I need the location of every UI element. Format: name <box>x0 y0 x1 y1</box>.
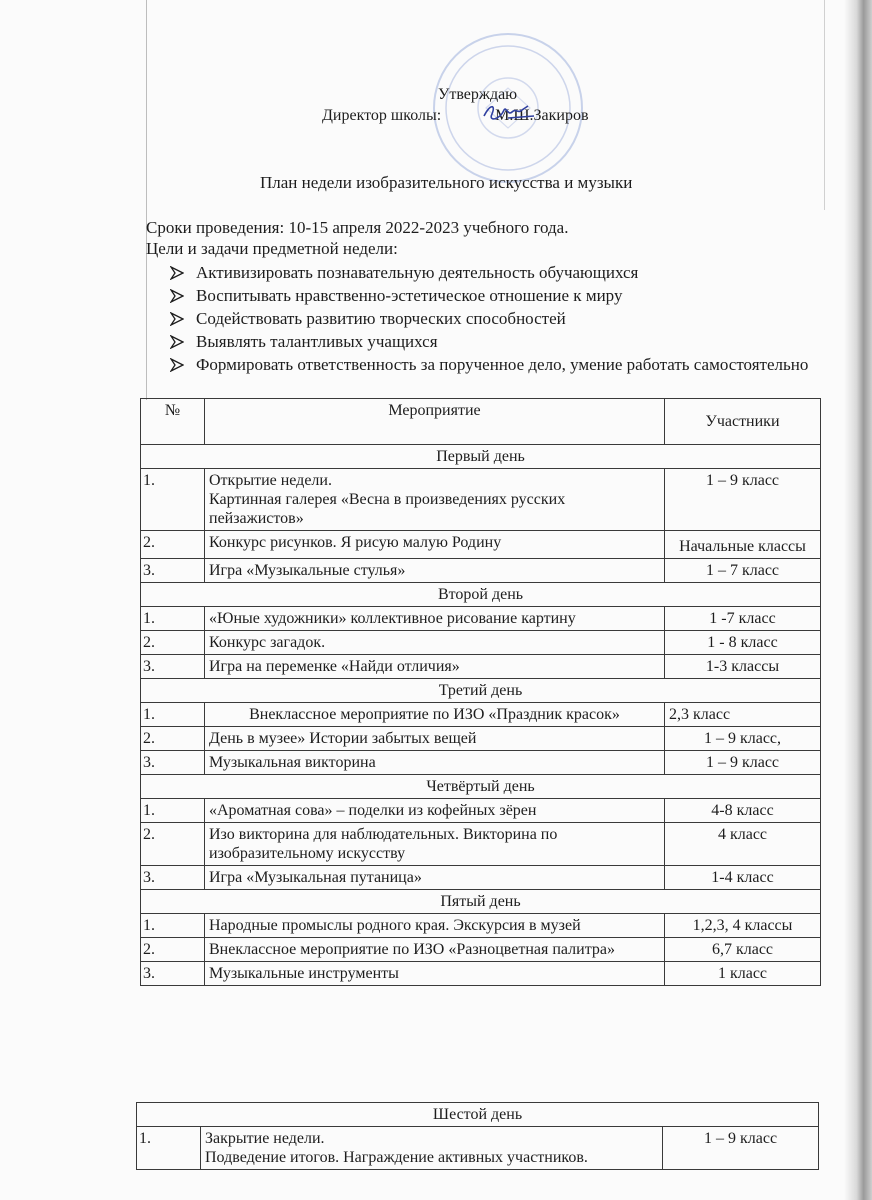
scan-edge-shadow <box>844 0 872 1200</box>
day-row: Шестой день <box>137 1103 819 1127</box>
goals-list <box>170 262 810 377</box>
plan-table <box>140 398 821 986</box>
signature-icon <box>478 96 538 128</box>
approve-label: Утверждаю <box>438 86 518 103</box>
scan-fold-line <box>824 0 825 210</box>
arrow-bullet-icon <box>170 266 184 280</box>
goals-heading: Цели и задачи предметной недели: <box>146 239 398 258</box>
day-row: Третий день <box>141 679 821 703</box>
list-item: Содействовать развитию творческих способностей <box>170 308 810 329</box>
table-row: 2. Конкурс загадок. 1 - 8 класс <box>141 631 821 655</box>
director-label: Директор школы: <box>322 107 442 124</box>
table-row: 1. Закрытие недели. Подведение итогов. Награждение активных участников. 1 – 9 класс <box>137 1127 819 1170</box>
list-item: Воспитывать нравственно-эстетическое отношение к миру <box>170 285 810 306</box>
table-row: 3. Игра «Музыкальные стулья» 1 – 7 класс <box>141 559 821 583</box>
day-row: Первый день <box>141 445 821 469</box>
day-row: Четвёртый день <box>141 775 821 799</box>
table-header-row <box>141 399 821 445</box>
list-item: Формировать ответственность за порученное дело, умение работать самостоятельно <box>170 354 810 375</box>
table-row: 3. Музыкальная викторина 1 – 9 класс <box>141 751 821 775</box>
director-name: М.Ш.Закиров <box>495 107 589 124</box>
header-num: № <box>141 399 205 445</box>
arrow-bullet-icon <box>170 289 184 303</box>
table-row: 2. Изо викторина для наблюдательных. Викторина по изобразительному искусству 4 класс <box>141 823 821 866</box>
table-row: 3. Музыкальные инструменты 1 класс <box>141 962 821 986</box>
table-row: 3. Игра на переменке «Найди отличия» 1-3 классы <box>141 655 821 679</box>
scan-fold-line <box>146 0 147 400</box>
table-row: 1. «Ароматная сова» – поделки из кофейных зёрен 4-8 класс <box>141 799 821 823</box>
director-line <box>322 107 589 125</box>
dates-line: Сроки проведения: 10-15 апреля 2022-2023 учебного года. <box>146 218 569 237</box>
table-row: 1. «Юные художники» коллективное рисование картину 1 -7 класс <box>141 607 821 631</box>
document-title: План недели изобразительного искусства и музыки <box>260 173 633 192</box>
day-row: Второй день <box>141 583 821 607</box>
table-row: 2. Внеклассное мероприятие по ИЗО «Разноцветная палитра» 6,7 класс <box>141 938 821 962</box>
list-item: Выявлять талантливых учащихся <box>170 331 810 352</box>
table-row: 1. Народные промыслы родного края. Экскурсия в музей 1,2,3, 4 классы <box>141 914 821 938</box>
arrow-bullet-icon <box>170 358 184 372</box>
table-row: 1. Открытие недели. Картинная галерея «Весна в произведениях русских пейзажистов» 1 – 9 класс <box>141 469 821 531</box>
header-event: Мероприятие <box>205 399 665 445</box>
plan-table-continued <box>136 1102 819 1170</box>
table-row: 2. День в музее» Истории забытых вещей 1 – 9 класс, <box>141 727 821 751</box>
table-row: 2. Конкурс рисунков. Я рисую малую Родину Начальные классы <box>141 531 821 559</box>
arrow-bullet-icon <box>170 312 184 326</box>
arrow-bullet-icon <box>170 335 184 349</box>
list-item: Активизировать познавательную деятельность обучающихся <box>170 262 810 283</box>
header-participants: Участники <box>665 399 821 445</box>
table-row: 1. Внеклассное мероприятие по ИЗО «Праздник красок» 2,3 класс <box>141 703 821 727</box>
table-row: 3. Игра «Музыкальная путаница» 1-4 класс <box>141 866 821 890</box>
day-row: Пятый день <box>141 890 821 914</box>
